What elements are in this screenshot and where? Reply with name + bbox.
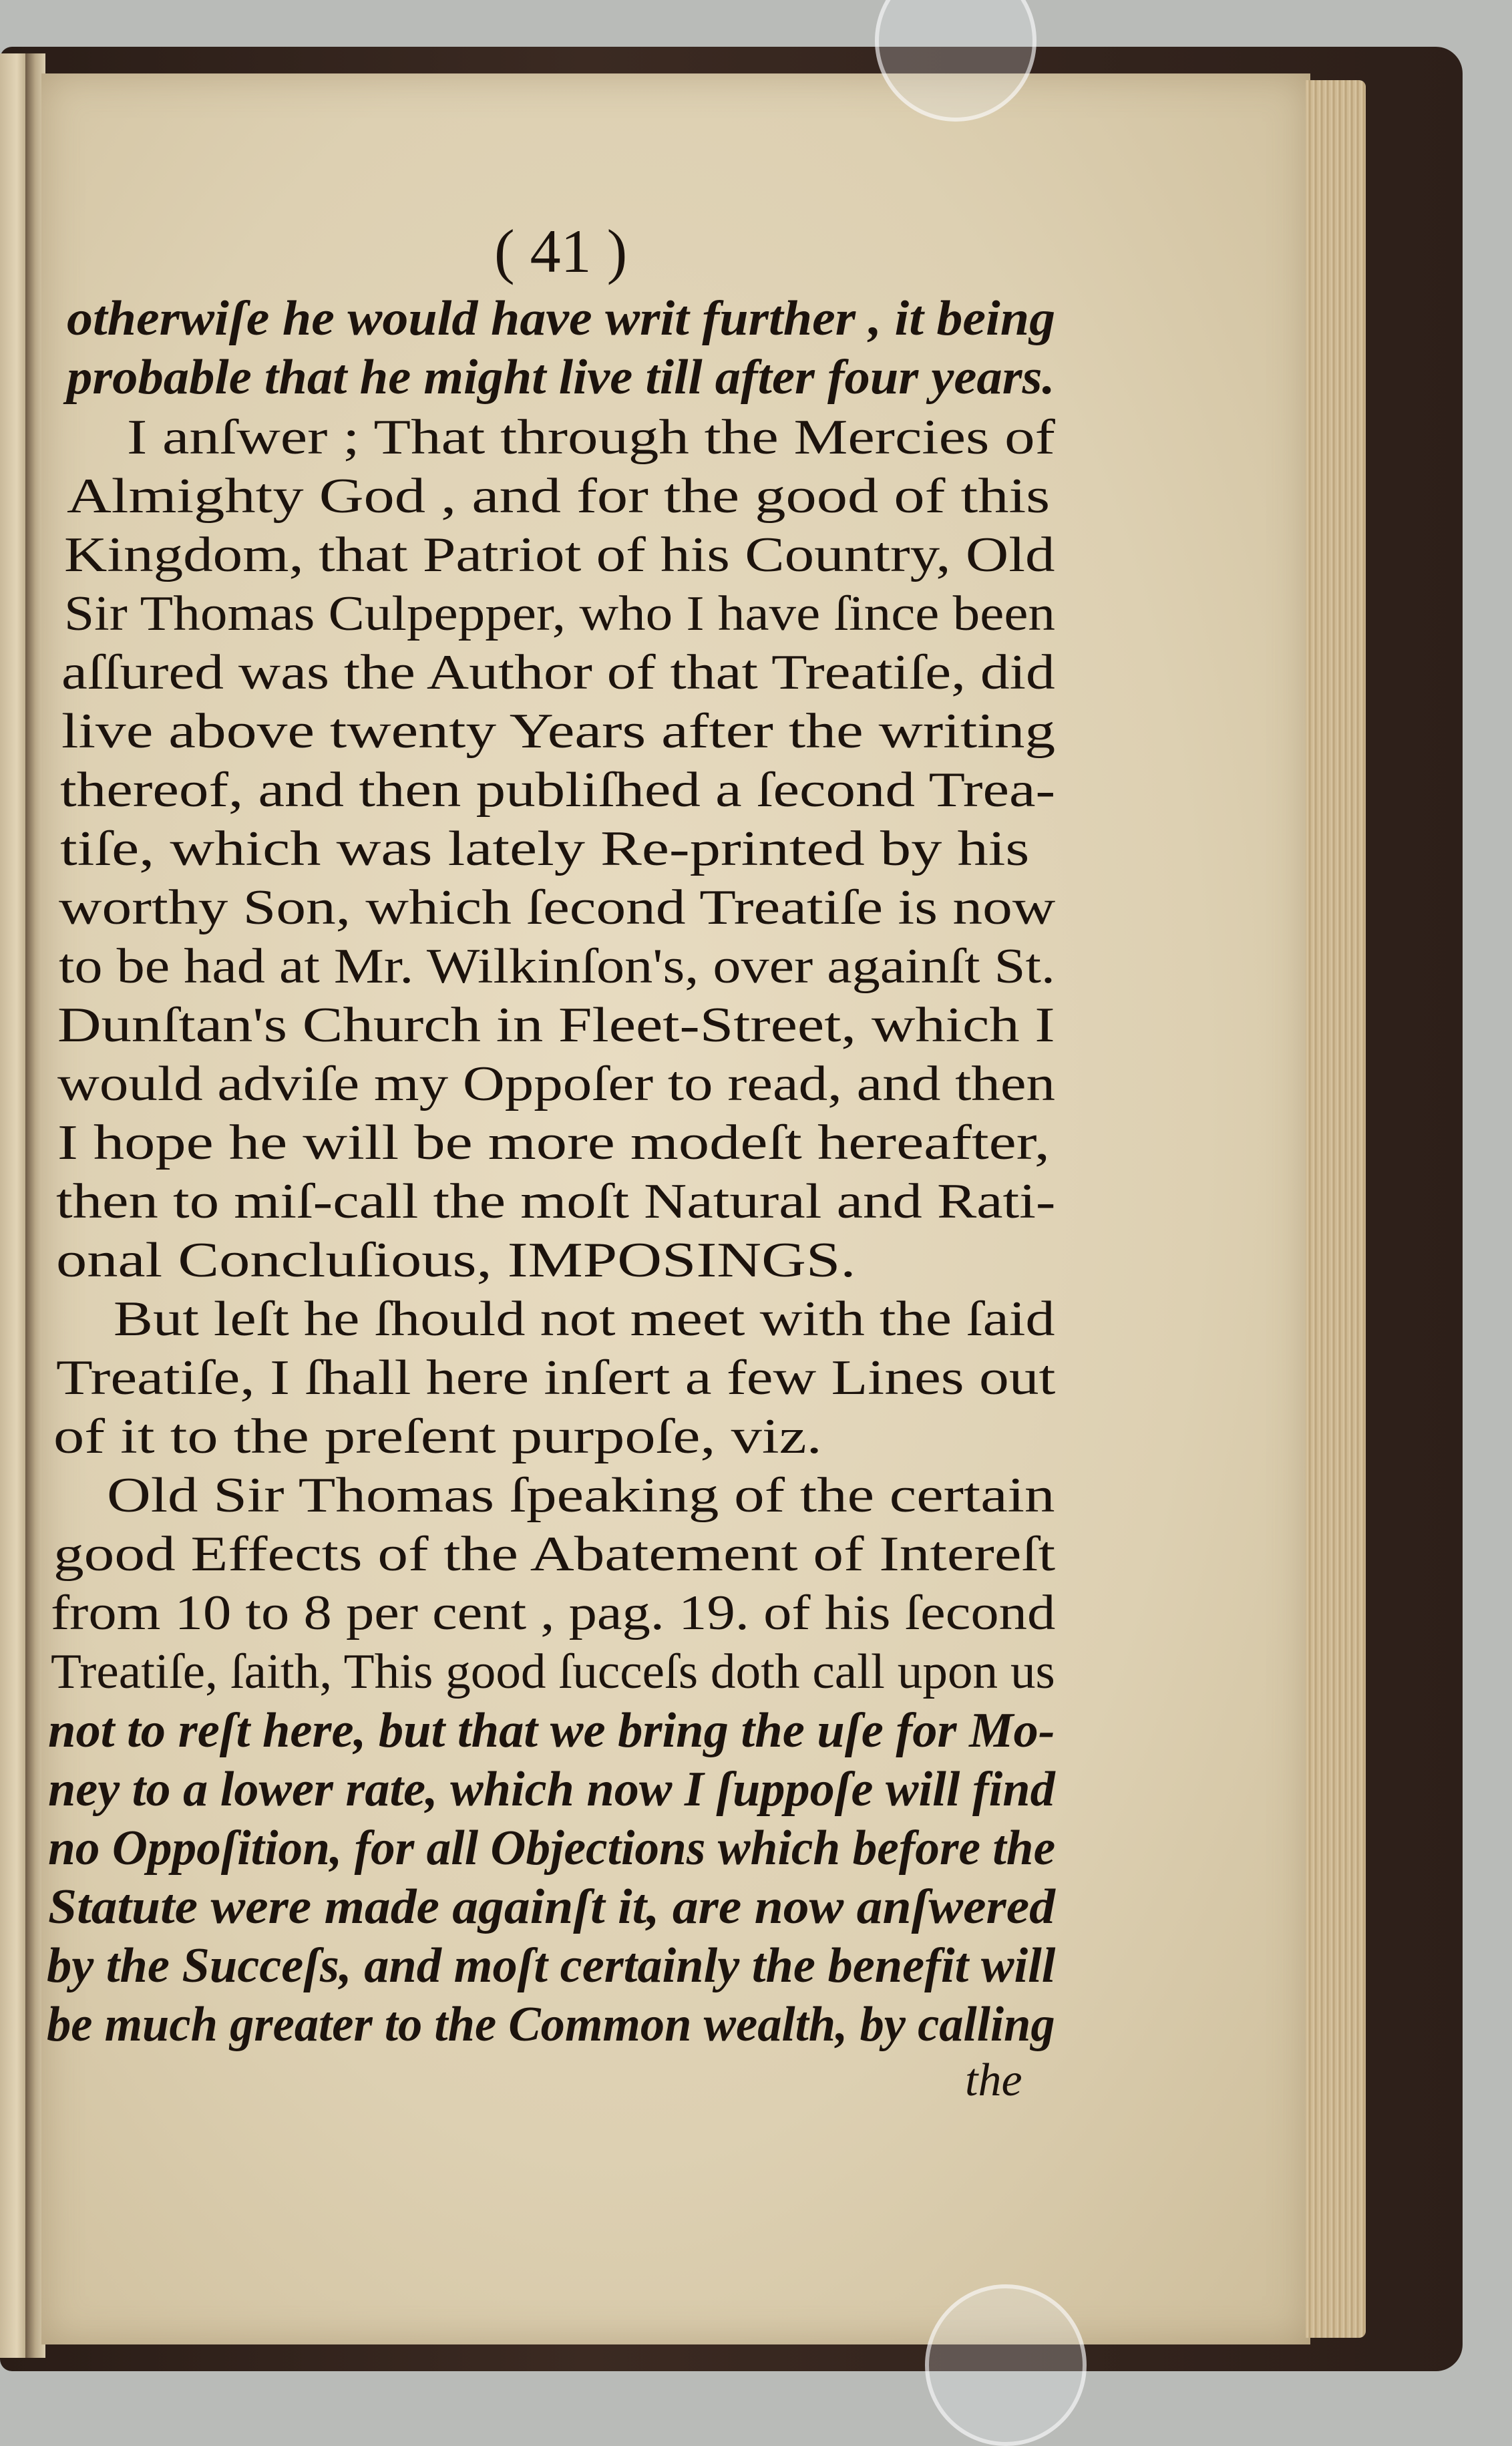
text-line: thereof, and then publiſhed a ſecond Trea-	[60, 763, 1056, 818]
text-line: But leſt he ſhould not meet with the ſaid	[114, 1292, 1055, 1347]
text-line: worthy Son, which ſecond Treatiſe is now	[59, 880, 1056, 935]
text-line: tiſe, which was lately Re-printed by his	[60, 822, 1030, 876]
text-line: then to miſ-call the moſt Natural and Rati-	[56, 1174, 1056, 1229]
text-line: aſſured was the Author of that Treatiſe, did	[61, 645, 1055, 700]
text-line: I hope he will be more modeſt hereafter,	[57, 1115, 1050, 1170]
text-line: by the Succeſs, and moſt certainly the benefit will	[47, 1938, 1056, 1993]
text-line: ney to a lower rate, which now I ſuppoſe will find	[48, 1762, 1055, 1817]
page-number: ( 41 )	[494, 217, 628, 285]
text-line: be much greater to the Common wealth, by calling	[47, 1997, 1055, 2052]
text-line: Kingdom, that Patriot of his Country, Old	[64, 528, 1055, 582]
text-line: good Effects of the Abatement of Intereſt	[53, 1527, 1056, 1582]
text-line: of it to the preſent purpoſe, viz.	[53, 1409, 822, 1464]
text-line: not to reſt here, but that we bring the uſe for Mo-	[48, 1703, 1055, 1758]
text-line: Statute were made againſt it, are now anſwered	[48, 1880, 1055, 1934]
text-line: Treatiſe, ſaith, This good ſucceſs doth call upon us	[51, 1644, 1055, 1699]
text-line: live above twenty Years after the writing	[61, 704, 1056, 759]
text-line: Almighty God , and for the good of this	[67, 469, 1051, 524]
text-line: Treatiſe, I ſhall here inſert a few Lines out	[56, 1351, 1056, 1405]
catchword: the	[965, 2055, 1022, 2106]
text-line: onal Concluſious, IMPOSINGS.	[56, 1233, 856, 1288]
text-line: otherwiſe he would have writ further , it being	[67, 291, 1056, 346]
text-line: would adviſe my Oppoſer to read, and then	[57, 1057, 1056, 1111]
text-line: Dunſtan's Church in Fleet-Street, which I	[57, 998, 1055, 1053]
text-line: Sir Thomas Culpepper, who I have ſince been	[64, 586, 1055, 641]
text-line: to be had at Mr. Wilkinſon's, over againſt St.	[59, 939, 1055, 994]
text-line: Old Sir Thomas ſpeaking of the certain	[107, 1468, 1055, 1523]
text-line: probable that he might live till after four years.	[67, 350, 1055, 405]
text-line: from 10 to 8 per cent , pag. 19. of his ſecond	[51, 1586, 1056, 1640]
text-line: no Oppoſition, for all Objections which before the	[48, 1821, 1056, 1876]
text-line: I anſwer ; That through the Mercies of	[127, 410, 1055, 465]
